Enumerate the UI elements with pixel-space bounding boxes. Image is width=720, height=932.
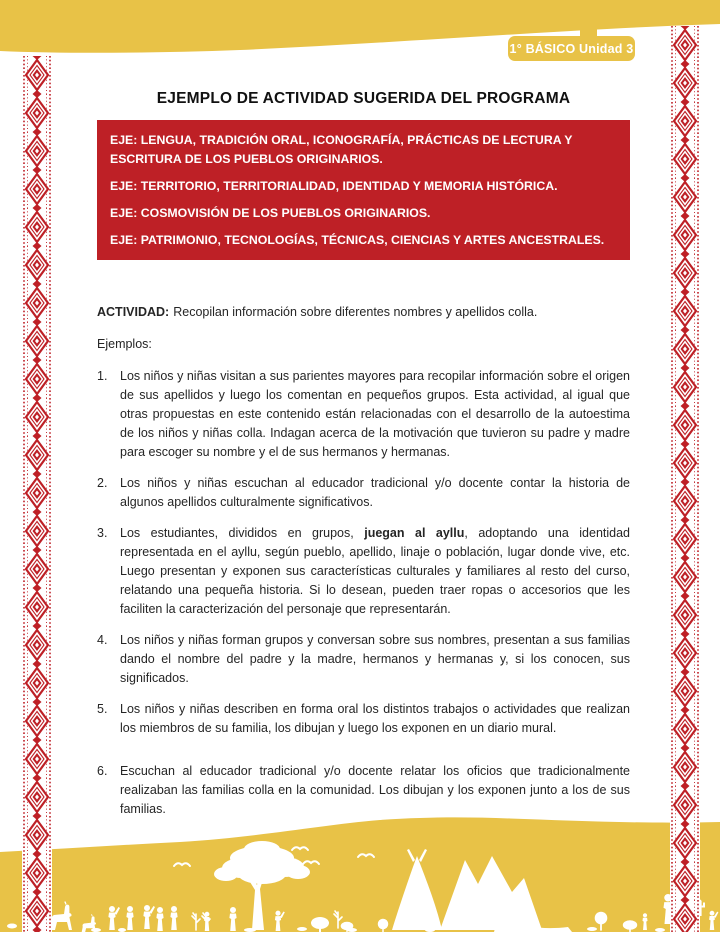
activity-text: Recopilan información sobre diferentes nombres y apellidos colla. <box>173 305 538 320</box>
list-number: 6. <box>97 763 108 778</box>
list-text: Los niños y niñas escuchan al educador tradicional y/o docente contar la historia de algunos apellidos culturalmente significativos. <box>120 475 630 509</box>
list-text: Los niños y niñas describen en forma oral los distintos trabajos o actividades que realizan los miembros de su familia, los dibujan y luego los exponen en un diario mural. <box>120 701 630 735</box>
eje-item: EJE: LENGUA, TRADICIÓN ORAL, ICONOGRAFÍA, PRÁCTICAS DE LECTURA Y ESCRITURA DE LOS PUEBLOS ORIGINARIOS. <box>110 133 573 166</box>
textile-border-right-icon <box>670 26 700 932</box>
list-item <box>97 700 630 738</box>
list-item <box>97 524 630 619</box>
activity-line <box>97 303 630 322</box>
eje-item: EJE: COSMOVISIÓN DE LOS PUEBLOS ORIGINARIOS. <box>110 205 431 220</box>
page-title: EJEMPLO DE ACTIVIDAD SUGERIDA DEL PROGRAMA <box>156 90 571 107</box>
examples-heading: Ejemplos: <box>97 337 152 352</box>
eje-item: EJE: PATRIMONIO, TECNOLOGÍAS, TÉCNICAS, CIENCIAS Y ARTES ANCESTRALES. <box>110 232 605 247</box>
list-item <box>97 631 630 688</box>
unit-badge <box>508 36 635 61</box>
content-column <box>97 0 630 831</box>
list-number: 5. <box>97 701 108 716</box>
list-text: Escuchan al educador tradicional y/o docente relatar los oficios que tradicionalmente realizaban las familias colla en la comunidad. Los dibujan y los exponen junto a los de sus familias. <box>120 763 630 816</box>
list-item <box>97 762 630 819</box>
list-text-bold: juegan al ayllu <box>364 525 465 540</box>
activity-label: ACTIVIDAD: <box>97 305 170 320</box>
list-number: 2. <box>97 475 108 490</box>
eje-red-box <box>97 120 630 260</box>
eje-item: EJE: TERRITORIO, TERRITORIALIDAD, IDENTIDAD Y MEMORIA HISTÓRICA. <box>110 178 558 193</box>
list-text-pre: Los estudiantes, divididos en grupos, <box>120 525 365 540</box>
list-item <box>97 367 630 462</box>
list-text: Los niños y niñas visitan a sus parientes mayores para recopilar información sobre el origen de sus apellidos y luego los comentan en pequeños grupos. Esta actividad, al igual que otras propuestas en este contenido están relacionadas con el desarrollo de la autoestima de los niños y niñas colla. Indagan acerca de la motivación que tuvieron su padre y madre para escoger su nombre y el de sus hermanos y hermanas. <box>120 368 630 459</box>
list-text <box>120 524 630 619</box>
examples-list <box>97 367 630 819</box>
list-item <box>97 474 630 512</box>
list-number: 4. <box>97 632 108 647</box>
textile-border-left-icon <box>22 56 52 932</box>
list-number: 1. <box>97 368 108 383</box>
unit-badge-label: 1° BÁSICO Unidad 3 <box>509 41 634 56</box>
list-number: 3. <box>97 525 108 540</box>
list-text-post: , adoptando una identidad representada en el ayllu, según pueblo, apellido, linaje o población, lugar donde vive, etc. Luego presentan y exponen sus características culturales y familiares al resto del curso, relatando una pequeña historia. Si lo desean, pueden traer ropas o accesorios que les faciliten la caracterización del personaje que representarán. <box>120 525 630 616</box>
list-text: Los niños y niñas forman grupos y conversan sobre sus nombres, presentan a sus familias dando el nombre del padre y la madre, hermanos y hermanas y, si los conocen, sus significados. <box>120 632 630 685</box>
